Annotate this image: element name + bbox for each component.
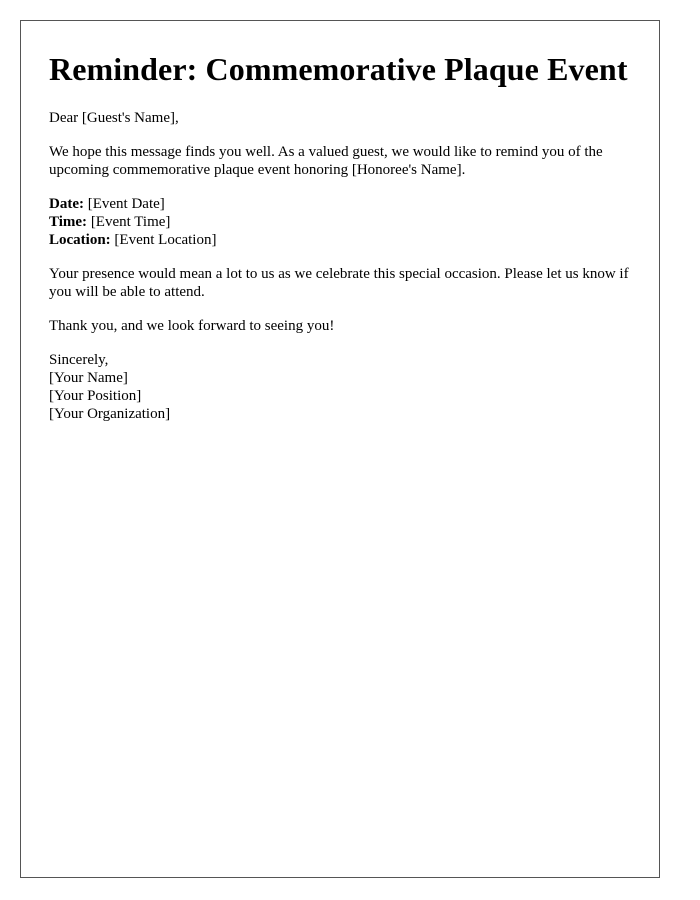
greeting: Dear [Guest's Name], [49,110,179,126]
letter-page [20,20,660,878]
event-details [49,195,633,249]
sender-organization: [Your Organization] [49,406,171,422]
event-date-label: Date: [49,196,84,212]
event-time-label: Time: [49,214,88,230]
event-date-line [49,195,633,213]
body-paragraph: Your presence would mean a lot to us as we celebrate this special occasion. Please let us know if you will be able to attend. [49,266,629,300]
thanks-paragraph: Thank you, and we look forward to seeing you! [49,318,335,334]
letter-content [49,51,633,439]
letter-title: Reminder: Commemorative Plaque Event [49,51,628,87]
signoff-block [49,351,633,423]
event-date-value: [Event Date] [83,196,165,212]
event-time-value: [Event Time] [87,214,171,230]
intro-paragraph: We hope this message finds you well. As a valued guest, we would like to remind you of the upcoming commemorative plaque event honoring [Honoree's Name]. [49,144,603,178]
event-time-line [49,213,633,231]
event-location-value: [Event Location] [110,232,217,248]
closing: Sincerely, [49,352,109,368]
event-location-label: Location: [49,232,111,248]
event-location-line [49,231,633,249]
sender-name: [Your Name] [49,370,128,386]
sender-position: [Your Position] [49,388,142,404]
